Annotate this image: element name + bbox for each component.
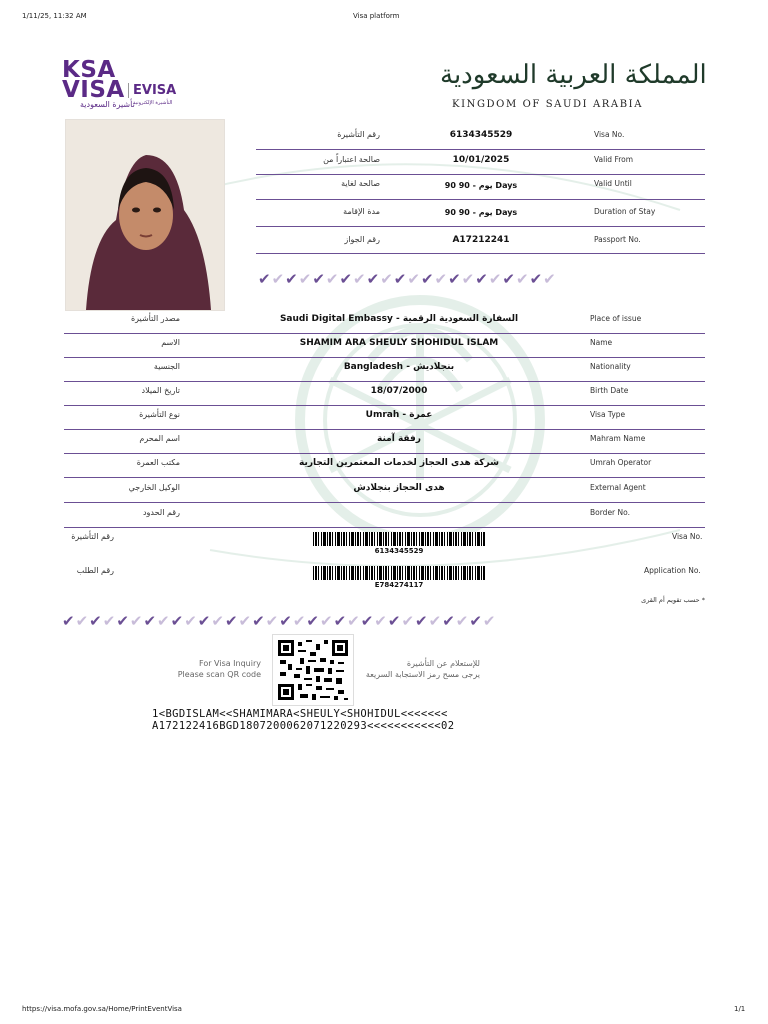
calendar-note: * حسب تقويم أم القرى xyxy=(641,596,705,604)
umrah-operator-row xyxy=(64,453,705,478)
field-label-en: Mahram Name xyxy=(590,434,646,443)
application-number-barcode-caption: E784274117 xyxy=(374,581,424,589)
application-no-label-en: Application No. xyxy=(644,566,701,575)
passport-number-row xyxy=(256,229,705,254)
duration-of-stay-row xyxy=(256,202,705,227)
valid-from-row xyxy=(256,150,705,175)
field-label-ar: صالحة اعتباراً من xyxy=(323,155,380,164)
field-label-en: Visa Type xyxy=(590,410,626,419)
field-label-en: Birth Date xyxy=(590,386,629,395)
field-label-en: Valid Until xyxy=(594,179,632,188)
field-label-ar: صالحة لغاية xyxy=(341,179,380,188)
field-label-ar: الاسم xyxy=(161,338,180,347)
kingdom-arabic-calligraphy: المملكة العربية السعودية xyxy=(440,60,707,90)
mrz-line-2: A172122416BGD1807200062071220293<<<<<<<<<<<02 xyxy=(152,720,455,732)
field-label-en: Border No. xyxy=(590,508,630,517)
print-url: https://visa.mofa.gov.sa/Home/PrintEventVisa xyxy=(22,1005,182,1013)
field-label-ar: الوكيل الخارجي xyxy=(128,483,180,492)
kingdom-english-title: KINGDOM OF SAUDI ARABIA xyxy=(452,99,644,110)
field-label-en: Passport No. xyxy=(594,235,641,244)
field-value: SHAMIM ARA SHEULY SHOHIDUL ISLAM xyxy=(299,338,499,348)
qr-inquiry-arabic: للإستعلام عن التأشيرة يرجى مسح رمز الاستجابة السريعة xyxy=(365,659,480,679)
applicant-portrait-icon xyxy=(66,120,224,310)
field-value: A17212241 xyxy=(452,235,510,245)
field-value: 10/01/2025 xyxy=(452,155,510,165)
valid-until-row xyxy=(256,175,705,200)
field-value: Umrah - عمرة xyxy=(365,410,433,420)
visa-type-row xyxy=(64,405,705,430)
field-value: Saudi Digital Embassy - السفارة السعودية الرقمية xyxy=(279,314,519,324)
field-label-ar: رقم الجواز xyxy=(344,235,380,244)
evisa-logo: EVISA xyxy=(128,83,176,98)
field-label-en: Place of issue xyxy=(590,314,642,323)
field-value: 6134345529 xyxy=(449,130,513,140)
external-agent-row xyxy=(64,478,705,503)
field-label-en: Name xyxy=(590,338,613,347)
field-value: Bangladesh - بنجلاديش xyxy=(343,362,455,372)
field-label-ar: اسم المحرم xyxy=(139,434,180,443)
field-label-ar: تاريخ الميلاد xyxy=(141,386,180,395)
birth-date-row xyxy=(64,381,705,406)
mrz-line-1: 1<BGDISLAM<<SHAMIMARA<SHEULY<SHOHIDUL<<<<<<< xyxy=(152,708,448,720)
qr-code-icon[interactable] xyxy=(272,634,354,706)
nationality-row xyxy=(64,357,705,382)
visa-number-barcode-caption: 6134345529 xyxy=(374,547,424,555)
evisa-arabic: التأشيرة الإلكترونية xyxy=(133,100,173,106)
print-title: Visa platform xyxy=(353,12,400,20)
print-datetime: 1/11/25, 11:32 AM xyxy=(22,12,87,20)
field-label-en: Umrah Operator xyxy=(590,458,652,467)
qr-inquiry-english: For Visa Inquiry Please scan QR code xyxy=(177,659,261,679)
field-label-en: Nationality xyxy=(590,362,631,371)
print-page-number: 1/1 xyxy=(734,1005,746,1013)
field-value: شركة هدى الحجاز لخدمات المعتمرين التجارية xyxy=(299,458,499,468)
field-value: 90 يوم - 90 Days xyxy=(444,181,518,190)
field-label-ar: نوع التأشيرة xyxy=(139,410,180,419)
border-number-row xyxy=(64,503,705,528)
field-value: 90 يوم - 90 Days xyxy=(444,208,518,217)
visa-no-label-en: Visa No. xyxy=(672,532,703,541)
field-label-en: Visa No. xyxy=(594,130,625,139)
field-label-en: Duration of Stay xyxy=(594,207,656,216)
field-value: هدى الحجاز بنجلادش xyxy=(353,483,445,493)
field-label-ar: مدة الإقامة xyxy=(343,207,380,216)
field-label-ar: رقم الحدود xyxy=(142,508,180,517)
field-label-en: External Agent xyxy=(590,483,646,492)
field-label-ar: مكتب العمرة xyxy=(136,458,180,467)
field-label-ar: رقم التأشيرة xyxy=(337,130,380,139)
field-value: رفقة آمنة xyxy=(377,434,421,444)
application-number-barcode xyxy=(313,566,485,580)
ksa-visa-arabic: تأشيرة السعودية xyxy=(80,100,135,109)
applicant-photo xyxy=(65,119,225,311)
visa-number-row xyxy=(256,125,705,150)
visa-no-label-ar: رقم التأشيرة xyxy=(71,532,114,541)
checkmark-divider-icon: ✔ ✔ ✔ ✔ ✔ ✔ ✔ ✔ ✔ ✔ ✔ ✔ ✔ ✔ ✔ ✔ ✔ ✔ ✔ ✔ ✔ ✔ xyxy=(258,270,557,288)
field-value: 18/07/2000 xyxy=(370,386,428,396)
field-label-ar: مصدر التأشيرة xyxy=(130,314,180,323)
name-row xyxy=(64,333,705,358)
mahram-name-row xyxy=(64,429,705,454)
application-no-label-ar: رقم الطلب xyxy=(76,566,114,575)
place-of-issue-row xyxy=(64,309,705,334)
field-label-ar: الجنسية xyxy=(153,362,180,371)
checkmark-divider-icon: ✔ ✔ ✔ ✔ ✔ ✔ ✔ ✔ ✔ ✔ ✔ ✔ ✔ ✔ ✔ ✔ ✔ ✔ ✔ ✔ ✔ ✔ ✔ ✔ ✔ ✔ ✔ ✔ ✔ ✔ ✔ ✔ xyxy=(62,612,497,630)
ksa-visa-logo: KSA VISA xyxy=(62,57,125,103)
visa-number-barcode xyxy=(313,532,485,546)
field-label-en: Valid From xyxy=(594,155,634,164)
